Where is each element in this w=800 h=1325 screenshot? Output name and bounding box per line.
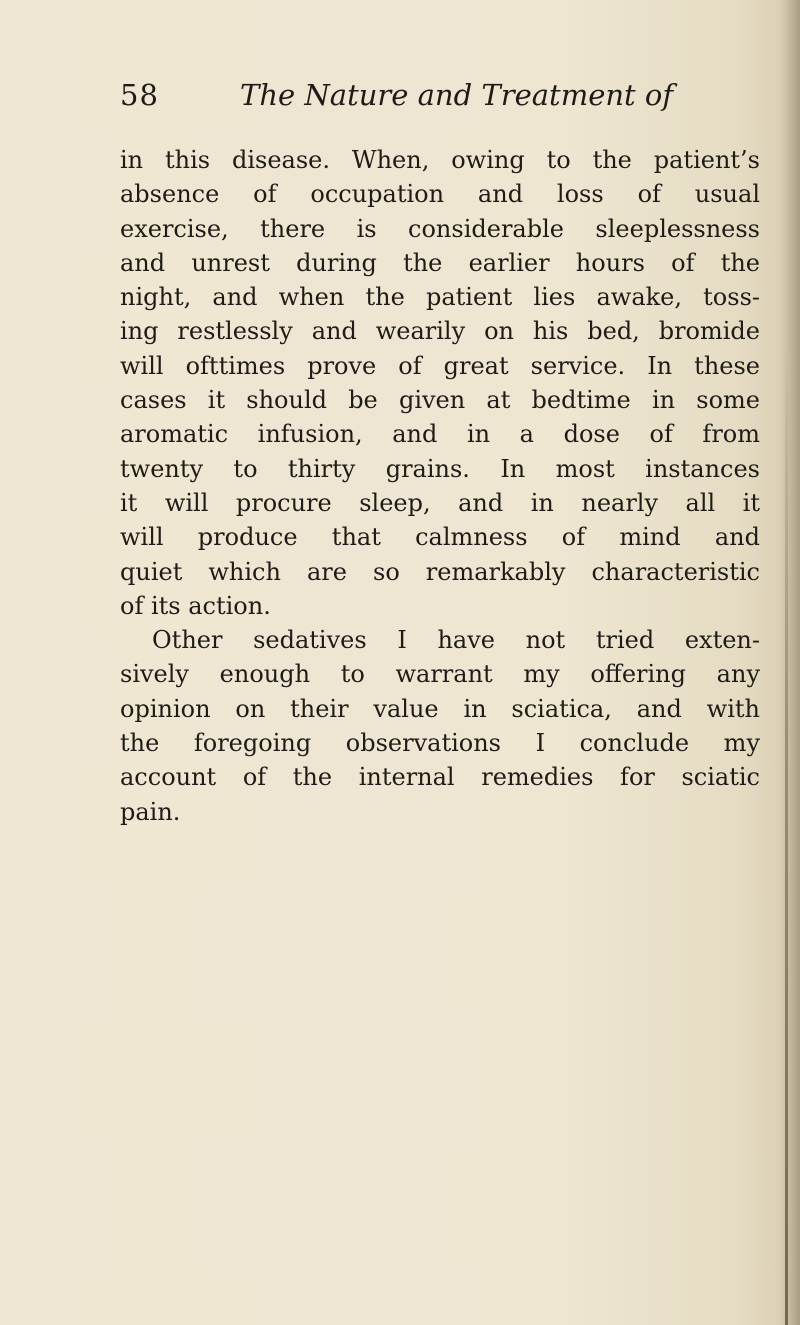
text-line: of its action. (120, 591, 271, 620)
page-edge-line (785, 350, 788, 1325)
text-line: opinion on their value in sciatica, and with (120, 694, 760, 723)
running-title: The Nature and Treatment of (240, 78, 674, 112)
text-line: aromatic infusion, and in a dose of from (120, 420, 760, 449)
text-line: cases it should be given at bedtime in some (120, 386, 760, 415)
text-line: account of the internal remedies for sciatic (120, 763, 760, 792)
text-line: it will procure sleep, and in nearly all it (120, 488, 760, 517)
page-edge-shadow (778, 0, 800, 1325)
body-text (120, 143, 760, 829)
text-line: pain. (120, 797, 181, 826)
text-line: the foregoing observations I conclude my (120, 729, 760, 758)
text-line: ing restlessly and wearily on his bed, bromide (120, 317, 760, 346)
text-line: in this disease. When, owing to the patient’s (120, 146, 760, 174)
text-line: night, and when the patient lies awake, toss- (120, 283, 760, 312)
text-line: sively enough to warrant my offering any (120, 660, 760, 689)
text-line: Other sedatives I have not tried exten- (152, 626, 760, 655)
text-line: exercise, there is considerable sleeplessness (120, 214, 760, 243)
text-line: absence of occupation and loss of usual (120, 180, 760, 209)
text-line: will ofttimes prove of great service. In these (120, 351, 760, 380)
running-header (120, 78, 720, 118)
text-line: quiet which are so remarkably characteristic (120, 557, 760, 586)
text-line: twenty to thirty grains. In most instances (120, 454, 760, 483)
page-number: 58 (120, 78, 159, 112)
text-line: and unrest during the earlier hours of the (120, 248, 760, 277)
text-line: will produce that calmness of mind and (120, 523, 760, 552)
